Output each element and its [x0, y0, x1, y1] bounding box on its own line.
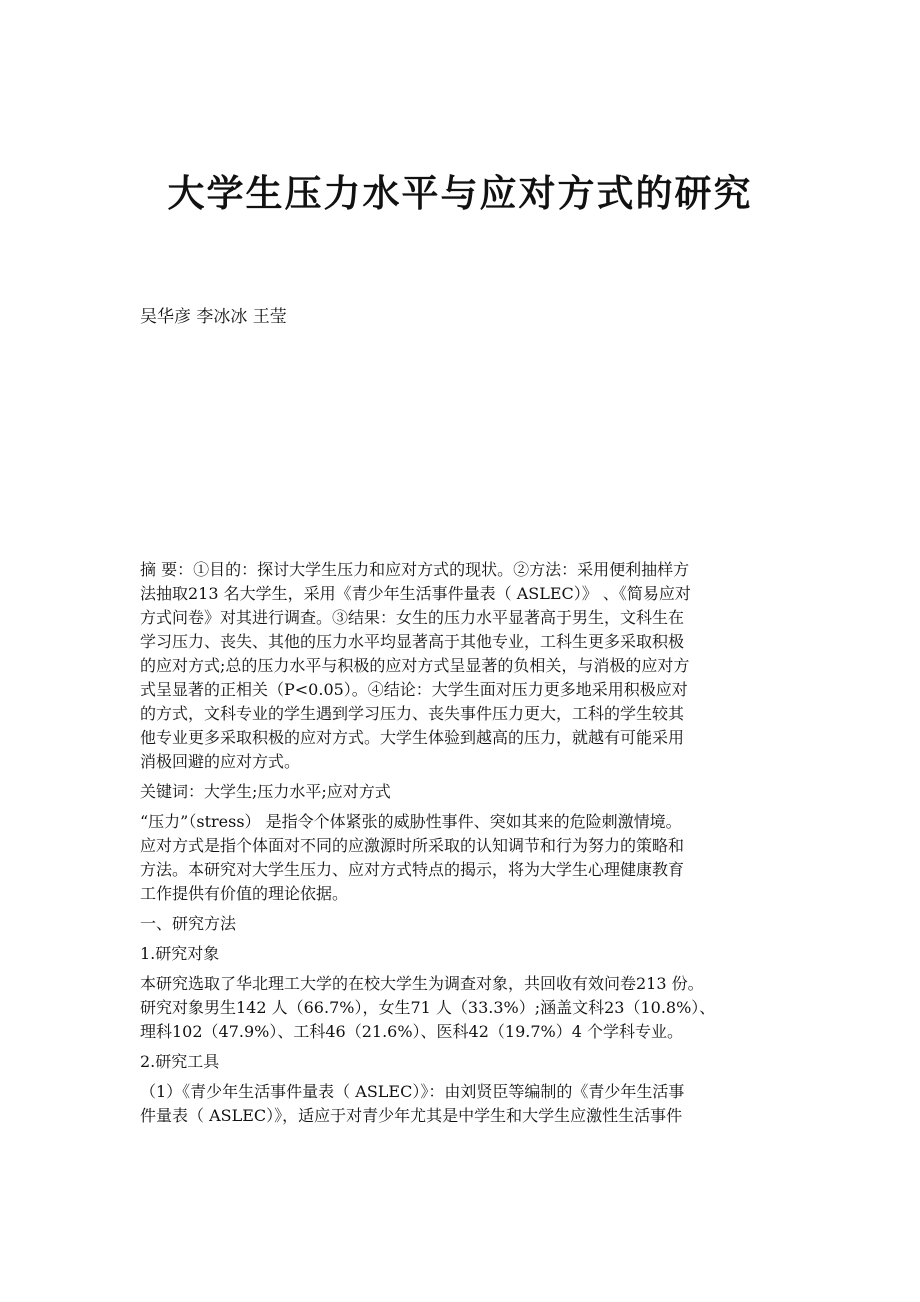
authors: 吴华彦 李冰冰 王莹	[140, 307, 287, 327]
subsection-research-tools	[140, 1080, 790, 1128]
abstract-line: 他专业更多采取积极的应对方式。大学生体验到越高的压力，就越有可能采用	[140, 728, 685, 747]
keywords: 关键词：大学生;压力水平;应对方式	[140, 782, 391, 801]
subsection-heading: 2.研究工具	[140, 1052, 220, 1071]
abstract-line: 法抽取213 名大学生，采用《青少年生活事件量表（ ASLEC）》 、《简易应对	[140, 584, 691, 603]
abstract-line: 学习压力、丧失、其他的压力水平均显著高于其他专业，工科生更多采取积极	[140, 632, 685, 651]
paragraph-line: 本研究选取了华北理工大学的在校大学生为调查对象，共回收有效问卷213 份。	[140, 974, 704, 993]
section-heading: 一、研究方法	[140, 914, 237, 933]
introduction	[140, 810, 790, 906]
paragraph-line: 理科102（47.9%）、工科46（21.6%）、医科42（19.7%）4 个学科专业。	[140, 1022, 684, 1041]
paragraph-line: 件量表（ ASLEC）》，适应于对青少年尤其是中学生和大学生应激性生活事件	[140, 1106, 683, 1125]
subsection-heading: 1.研究对象	[140, 944, 220, 963]
abstract	[140, 558, 790, 774]
abstract-line: 的应对方式;总的压力水平与积极的应对方式呈显著的负相关，与消极的应对方	[140, 656, 690, 675]
paragraph-line: 研究对象男生142 人（66.7%），女生71 人（33.3%）;涵盖文科23（10.8%）、	[140, 998, 716, 1017]
document-title: 大学生压力水平与应对方式的研究	[167, 171, 753, 215]
intro-line: 工作提供有价值的理论依据。	[140, 884, 349, 903]
abstract-line: 方式问卷》对其进行调查。③结果：女生的压力水平显著高于男生，文科生在	[140, 608, 685, 627]
abstract-line: 式呈显著的正相关（P<0.05）。④结论：大学生面对压力更多地采用积极应对	[140, 680, 688, 699]
document-body	[140, 558, 790, 1128]
intro-line: 方法。本研究对大学生压力、应对方式特点的揭示，将为大学生心理健康教育	[140, 860, 685, 879]
subsection-research-subjects	[140, 972, 790, 1044]
abstract-line: 消极回避的应对方式。	[140, 752, 301, 771]
intro-line: 应对方式是指个体面对不同的应激源时所采取的认知调节和行为努力的策略和	[140, 836, 685, 855]
abstract-line: 摘 要：①目的：探讨大学生压力和应对方式的现状。②方法：采用便利抽样方	[140, 560, 690, 579]
intro-line: “压力”（stress） 是指令个体紧张的威胁性事件、突如其来的危险刺激情境。	[140, 812, 682, 831]
paragraph-line: （1）《青少年生活事件量表（ ASLEC）》：由刘贤臣等编制的《青少年生活事	[140, 1082, 685, 1101]
abstract-line: 的方式，文科专业的学生遇到学习压力、丧失事件压力更大，工科的学生较其	[140, 704, 685, 723]
